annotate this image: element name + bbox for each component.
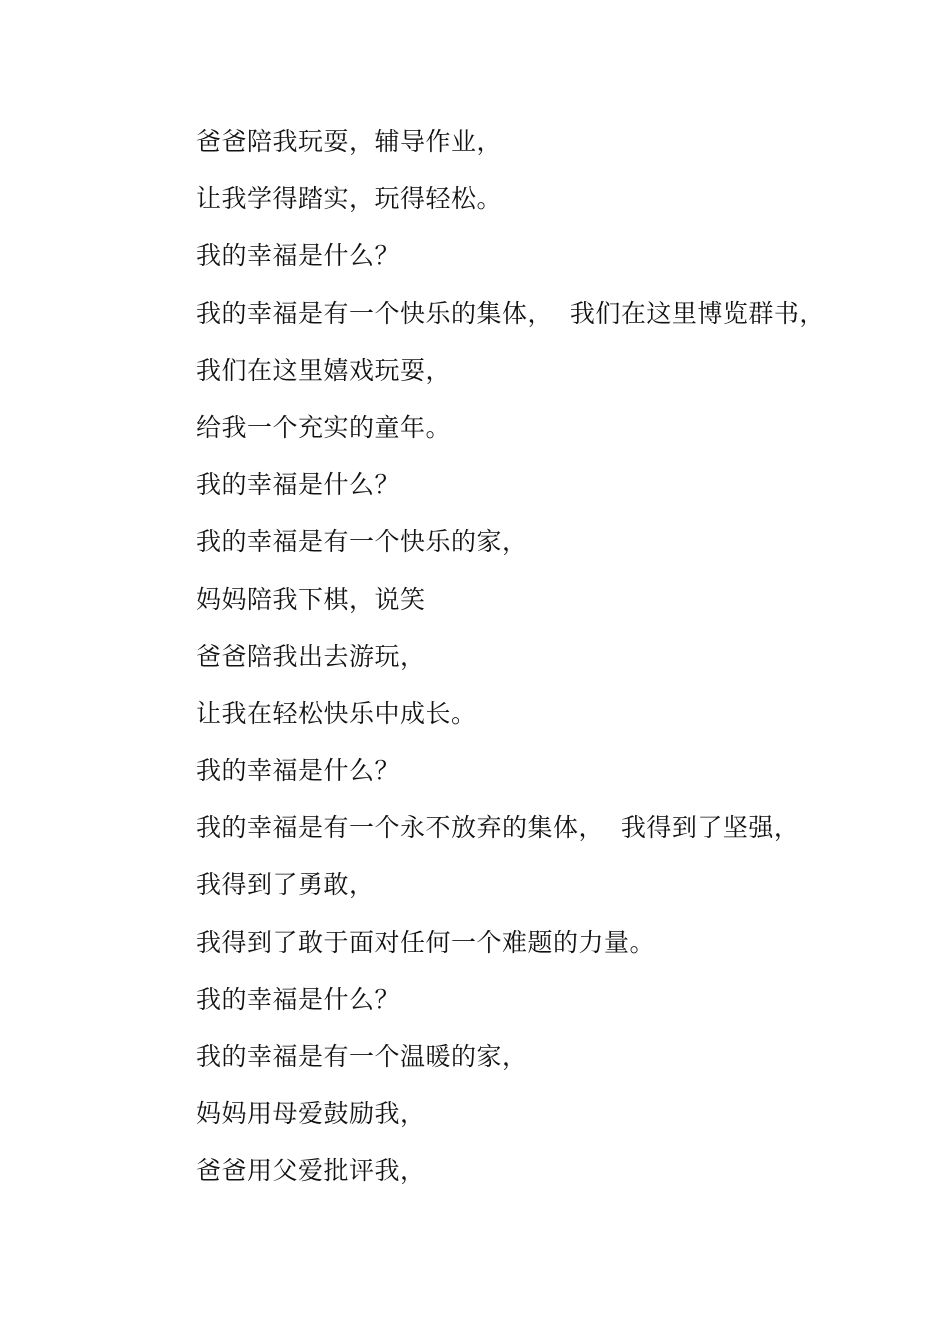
- poem-line: 妈妈用母爱鼓励我，: [196, 1099, 426, 1129]
- poem-line: 我的幸福是有一个温暖的家，: [196, 1042, 528, 1071]
- poem-line: 我得到了敢于面对任何一个难题的力量。: [196, 927, 656, 957]
- poem-line: 我的幸福是有一个永不放弃的集体， 我得到了坚强，: [196, 813, 800, 843]
- poem-line: 我们在这里嬉戏玩耍，: [196, 355, 452, 385]
- poem-line: 让我学得踏实，玩得轻松。: [196, 184, 503, 214]
- poem-line: 爸爸陪我玩耍，辅导作业，: [196, 127, 503, 156]
- poem-line: 我得到了勇敢，: [196, 870, 375, 900]
- poem-line: 我的幸福是有一个快乐的集体， 我们在这里博览群书，: [196, 298, 825, 328]
- poem-line: 爸爸用父爱批评我，: [196, 1156, 426, 1186]
- poem-line: 我的幸福是什么？: [196, 241, 401, 271]
- poem-line: 让我在轻松快乐中成长。: [196, 698, 477, 728]
- poem-line: 爸爸陪我出去游玩，: [196, 641, 426, 671]
- poem-line: 我的幸福是有一个快乐的家，: [196, 527, 528, 557]
- poem-line: 妈妈陪我下棋，说笑: [196, 584, 426, 614]
- poem-line: 我的幸福是什么？: [196, 470, 401, 500]
- poem-line: 给我一个充实的童年。: [196, 412, 452, 442]
- poem-line: 我的幸福是什么？: [196, 984, 401, 1014]
- poem-text: [196, 122, 896, 1209]
- poem-line: 我的幸福是什么？: [196, 756, 401, 786]
